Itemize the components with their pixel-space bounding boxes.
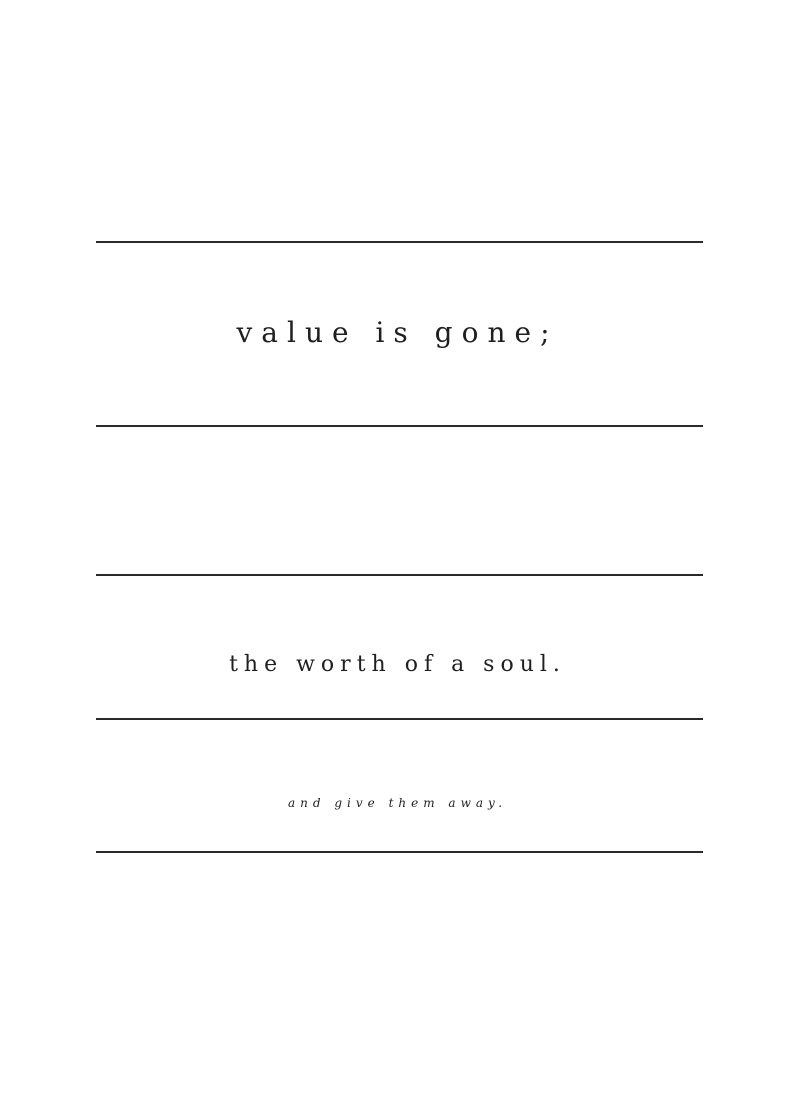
section4-big-phrase: the worth of a soul. [229,652,566,677]
divider-2 [96,425,703,427]
divider-4 [96,718,703,720]
section2-big-phrase: value is gone; [236,316,559,349]
section5-big-phrase: and give them away. [287,796,508,810]
divider-5 [96,851,703,853]
divider-3 [96,574,703,576]
divider-1 [96,241,703,243]
